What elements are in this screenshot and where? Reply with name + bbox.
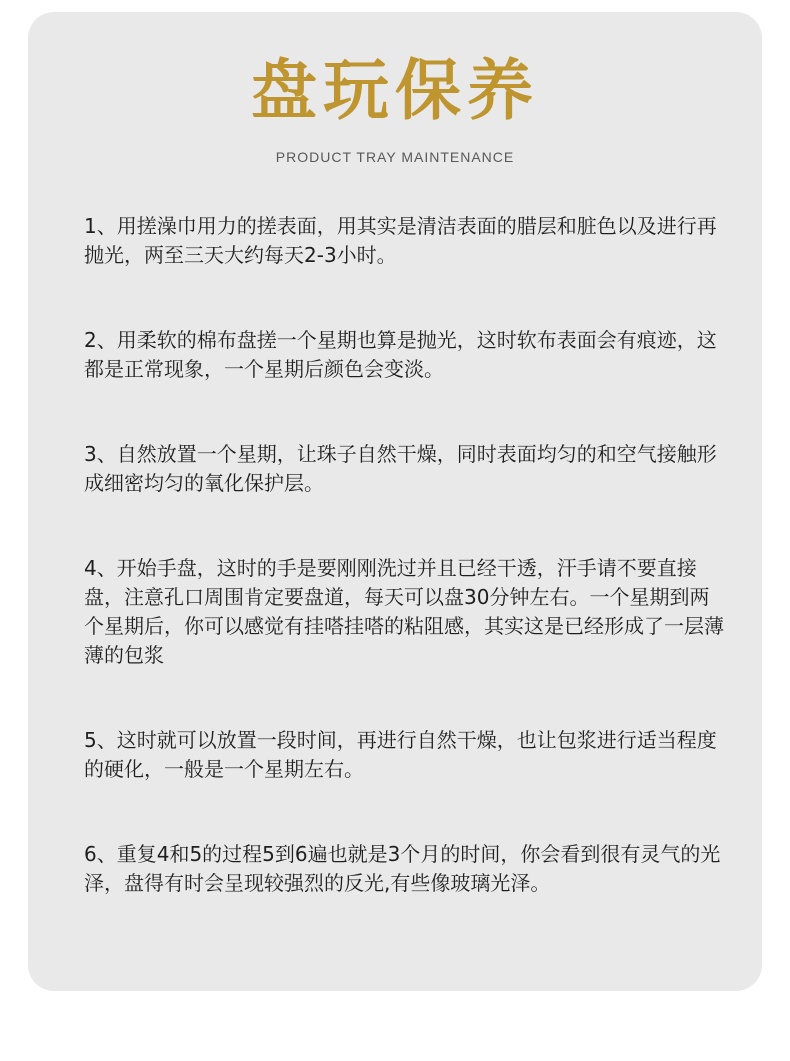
step-item-1: 1、用搓澡巾用力的搓表面，用其实是清洁表面的腊层和脏色以及进行再抛光，两至三天大约每天2-3小时。: [84, 214, 717, 267]
page-title: 盘玩保养: [251, 51, 539, 129]
step-item-6: 6、重复4和5的过程5到6遍也就是3个月的时间，你会看到很有灵气的光泽，盘得有时会呈现较强烈的反光,有些像玻璃光泽。: [84, 842, 721, 895]
content-card: [28, 12, 762, 991]
step-item-4: 4、开始手盘，这时的手是要刚刚洗过并且已经干透，汗手请不要直接盘，注意孔口周围肯定要盘道，每天可以盘30分钟左右。一个星期到两个星期后，你可以感觉有挂嗒挂嗒的粘阻感，其实这是已经形成了一层薄薄的包浆: [84, 556, 724, 667]
step-item-3: 3、自然放置一个星期，让珠子自然干燥，同时表面均匀的和空气接触形成细密均匀的氧化保护层。: [84, 442, 717, 495]
step-item-5: 5、这时就可以放置一段时间，再进行自然干燥，也让包浆进行适当程度的硬化，一般是一个星期左右。: [84, 728, 717, 781]
step-item-2: 2、用柔软的棉布盘搓一个星期也算是抛光，这时软布表面会有痕迹，这都是正常现象，一个星期后颜色会变淡。: [84, 328, 717, 381]
maintenance-steps-list: [84, 212, 724, 954]
page-subtitle: PRODUCT TRAY MAINTENANCE: [275, 149, 515, 165]
